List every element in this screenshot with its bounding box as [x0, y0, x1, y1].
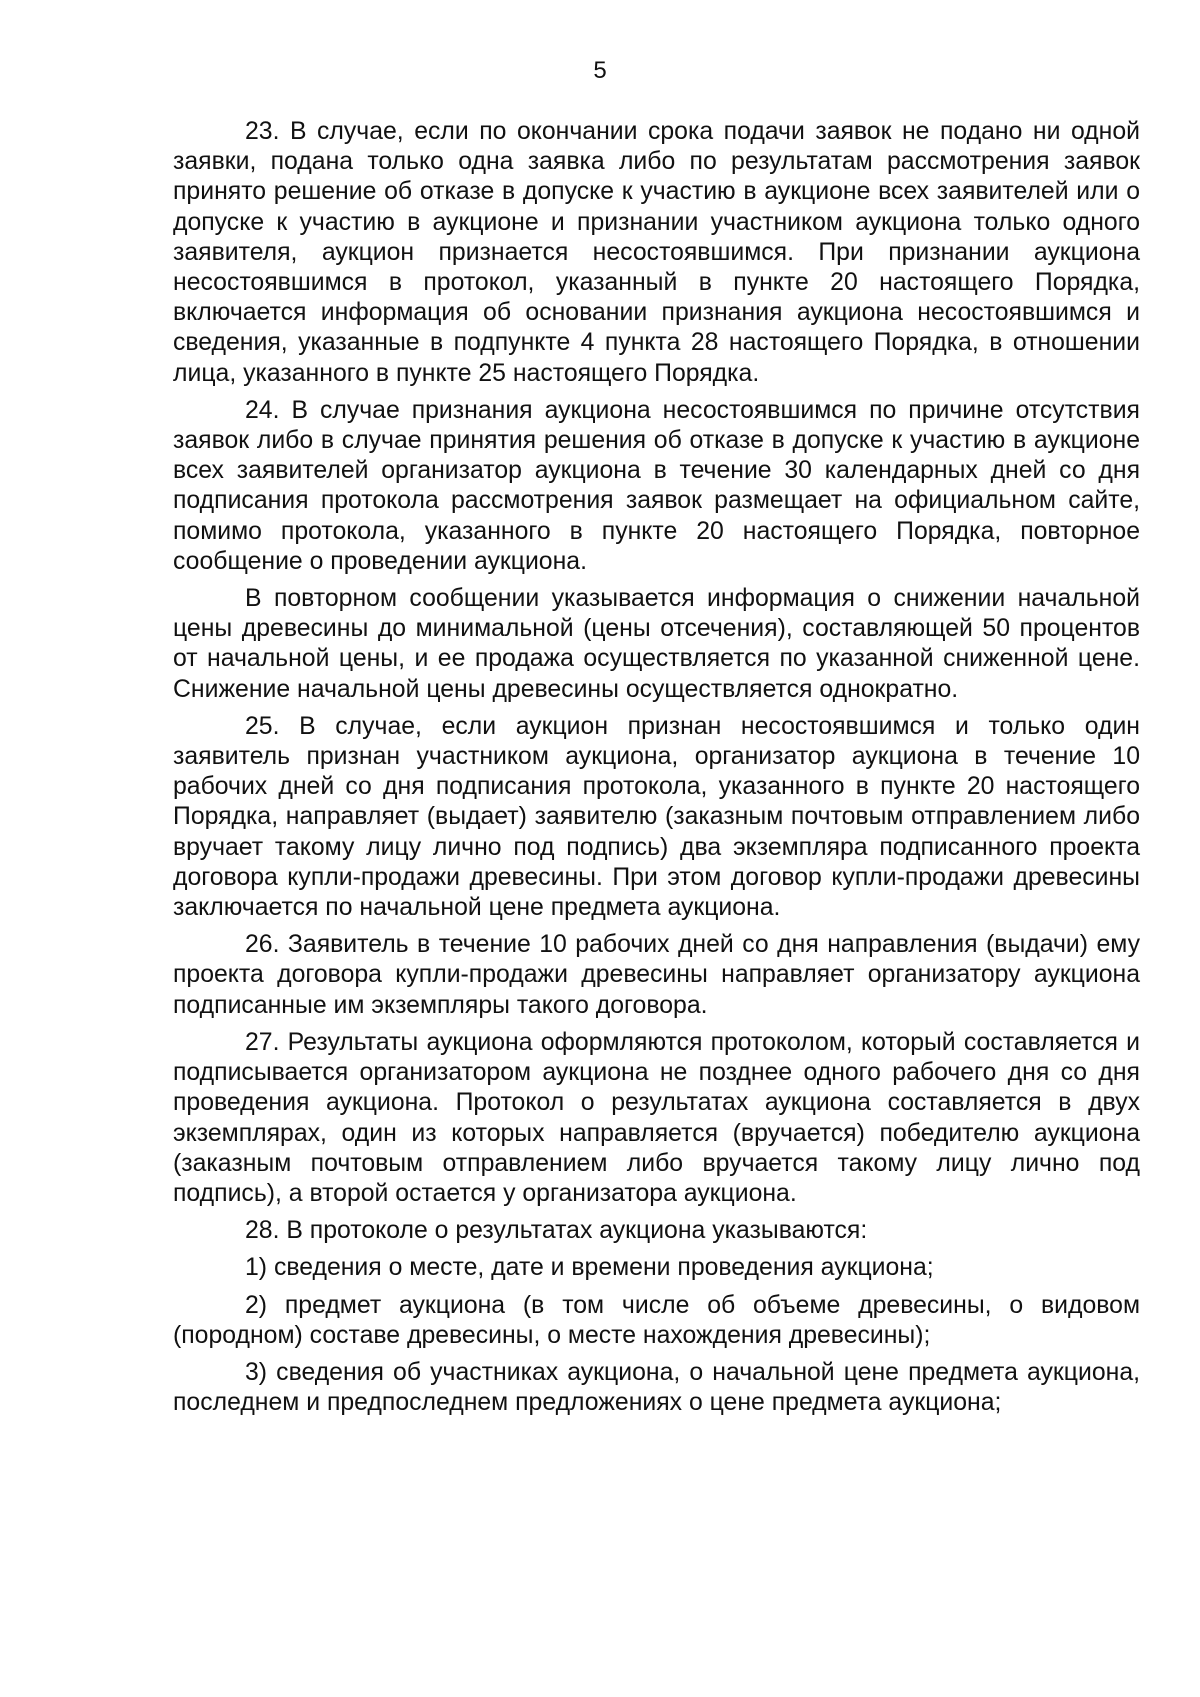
paragraph-27: 27. Результаты аукциона оформляются протоколом, который составляется и подписывается организатором аукциона не позднее одного рабочего дня со дня проведения аукциона. Протокол о результатах аукциона составляется в двух экземплярах, один из которых направляется (вручается) победителю аукциона (заказным почтовым отправлением либо вручается такому лицу лично под подпись), а второй остается у организатора аукциона. — [173, 1028, 1140, 1207]
paragraph-28: 28. В протоколе о результатах аукциона указываются: — [245, 1217, 868, 1245]
page-number: 5 — [593, 57, 607, 84]
list-item-1: 1) сведения о месте, дате и времени проведения аукциона; — [245, 1254, 934, 1282]
list-item-3: 3) сведения об участниках аукциона, о начальной цене предмета аукциона, последнем и предпоследнем предложениях о цене предмета аукциона; — [173, 1358, 1140, 1417]
paragraph-25: 25. В случае, если аукцион признан несостоявшимся и только один заявитель признан участником аукциона, организатор аукциона в течение 10 рабочих дней со дня подписания протокола, указанного в пункте 20 настоящего Порядка, направляет (выдает) заявителю (заказным почтовым отправлением либо вручает такому лицу лично под подпись) два экземпляра подписанного проекта договора купли-продажи древесины. При этом договор купли-продажи древесины заключается по начальной цене предмета аукциона. — [173, 712, 1140, 922]
paragraph-24-continued: В повторном сообщении указывается информация о снижении начальной цены древесины до минимальной (цены отсечения), составляющей 50 процентов от начальной цены, и ее продажа осуществляется по указанной сниженной цене. Снижение начальной цены древесины осуществляется однократно. — [173, 585, 1140, 703]
paragraph-23: 23. В случае, если по окончании срока подачи заявок не подано ни одной заявки, подана только одна заявка либо по результатам рассмотрения заявок принято решение об отказе в допуске к участию в аукционе всех заявителей или о допуске к участию в аукционе и признании участником аукциона только одного заявителя, аукцион признается несостоявшимся. При признании аукциона несостоявшимся в протокол, указанный в пункте 20 настоящего Порядка, включается информация об основании признания аукциона несостоявшимся и сведения, указанные в подпункте 4 пункта 28 настоящего Порядка, в отношении лица, указанного в пункте 25 настоящего Порядка. — [173, 118, 1140, 387]
paragraph-24: 24. В случае признания аукциона несостоявшимся по причине отсутствия заявок либо в случае принятия решения об отказе в допуске к участию в аукционе всех заявителей организатор аукциона в течение 30 календарных дней со дня подписания протокола рассмотрения заявок размещает на официальном сайте, помимо протокола, указанного в пункте 20 настоящего Порядка, повторное сообщение о проведении аукциона. — [173, 396, 1140, 575]
paragraph-26: 26. Заявитель в течение 10 рабочих дней со дня направления (выдачи) ему проекта договора купли-продажи древесины направляет организатору аукциона подписанные им экземпляры такого договора. — [173, 931, 1140, 1019]
list-item-2: 2) предмет аукциона (в том числе об объеме древесины, о видовом (породном) составе древесины, о месте нахождения древесины); — [173, 1291, 1140, 1349]
document-body — [173, 117, 1140, 1425]
